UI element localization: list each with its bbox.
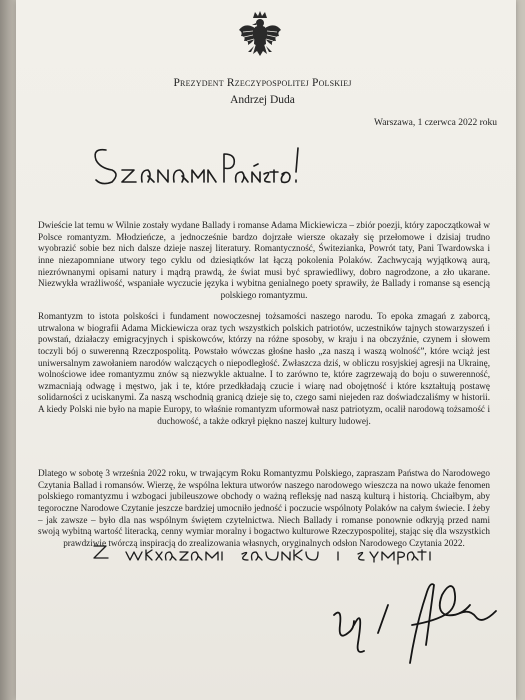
letter-paragraph-3: Dlatego w sobotę 3 września 2022 roku, w trwającym Roku Romantyzmu Polskiego, zapraszam Państwa do Narodowego Czytania Ballad i romansów. Wierzę, że wspólna lektura utworów naszego narodowego wieszcza na nowo ukaże fenomen polskiego romantyzmu i wzbogaci jubileuszowe obchody o ważną refleksję nad naszą kulturą i historią. Chciałbym, aby tegoroczne Narodowe Czytanie jeszcze bardziej umocniło jedność i poczucie wspólnoty Polaków na całym świecie. I żeby – jak zawsze – było dla nas wspólnym świętem czytelnictwa. Niech Ballady i romanse ponownie odkryją przed nami swoją wybitną wartość literacką, cenny wymiar moralny i bogactwo kulturowe Rzeczypospolitej, stając się dla wszystkich prawdziwie twórczą inspiracją do zrealizowania własnych, oryginalnych odsłon Narodowego Czytania 2022.: [38, 468, 490, 548]
president-title: Prezydent Rzeczypospolitej Polskiej: [173, 77, 352, 89]
handwritten-salutation: [86, 134, 306, 194]
letter-paragraph-2: Romantyzm to istota polskości i fundament nowoczesnej tożsamości naszego narodu. To epoka zmagań z zaborcą, utrwalona w biografii Adama Mickiewicza oraz tych wszystkich polskich patriotów, uczestników tajnych stowarzyszeń i powstań, działaczy emigracyjnych i spiskowców, którzy na różne sposoby, w kraju i na obczyźnie, czynem i słowem toczyli bój o suwerenną Rzeczpospolitą. Powstało wówczas głośne hasło „za naszą i waszą wolność”, które wciąż jest uniwersalnym zawołaniem narodów walczących o niepodległość. Zwłaszcza dziś, w obliczu rosyjskiej agresji na Ukrainę, wolnościowe idee romantyzmu znów są niezwykle aktualne. I to zarówno te, które zagrzewają do boju o suwerenność, wzmacniają odwagę i męstwo, jak i te, które przedkładają czucie i wiarę nad obojętność i które kształtują postawę solidarności z uciskanymi. Za naszą wschodnią granicą dzieje się to, czego sami niejeden raz doświadczaliśmy w historii. A kiedy Polski nie było na mapie Europy, to właśnie romantyzm uformował nasz patriotyzm, ocalił narodową tożsamość i duchowość, a także odkrył piękno naszej kultury ludowej.: [38, 311, 490, 426]
letter-paragraph-1: Dwieście lat temu w Wilnie zostały wydane Ballady i romanse Adama Mickiewicza – zbiór poezji, który zapoczątkował w Polsce romantyzm. Młodzieńcze, a jednocześnie bardzo dojrzałe wiersze okazały się przełomowe i dzisiaj trudno wyobrazić sobie bez nich dalsze dzieje naszej literatury. Romantyczność, Świtezianka, Powrót taty, Pani Twardowska i inne niezapomniane utwory tego cyklu od dziesiątków lat łączą pokolenia Polaków. Zachwycają wyjątkową aurą, niezrównanymi opisami natury i mądrą prawdą, że świat musi być sprawiedliwy, dobro nagrodzone, a zło ukarane. Niezwykła wrażliwość, wspaniałe wyczucie języka i wybitna genialnego poety sprawiły, że Ballady i romanse są esencją polskiego romantyzmu.: [38, 220, 490, 300]
handwritten-signature-icon: [320, 555, 505, 670]
president-name: Andrzej Duda: [230, 94, 295, 106]
place-date: Warszawa, 1 czerwca 2022 roku: [374, 118, 497, 128]
polish-eagle-emblem-icon: [235, 8, 285, 68]
